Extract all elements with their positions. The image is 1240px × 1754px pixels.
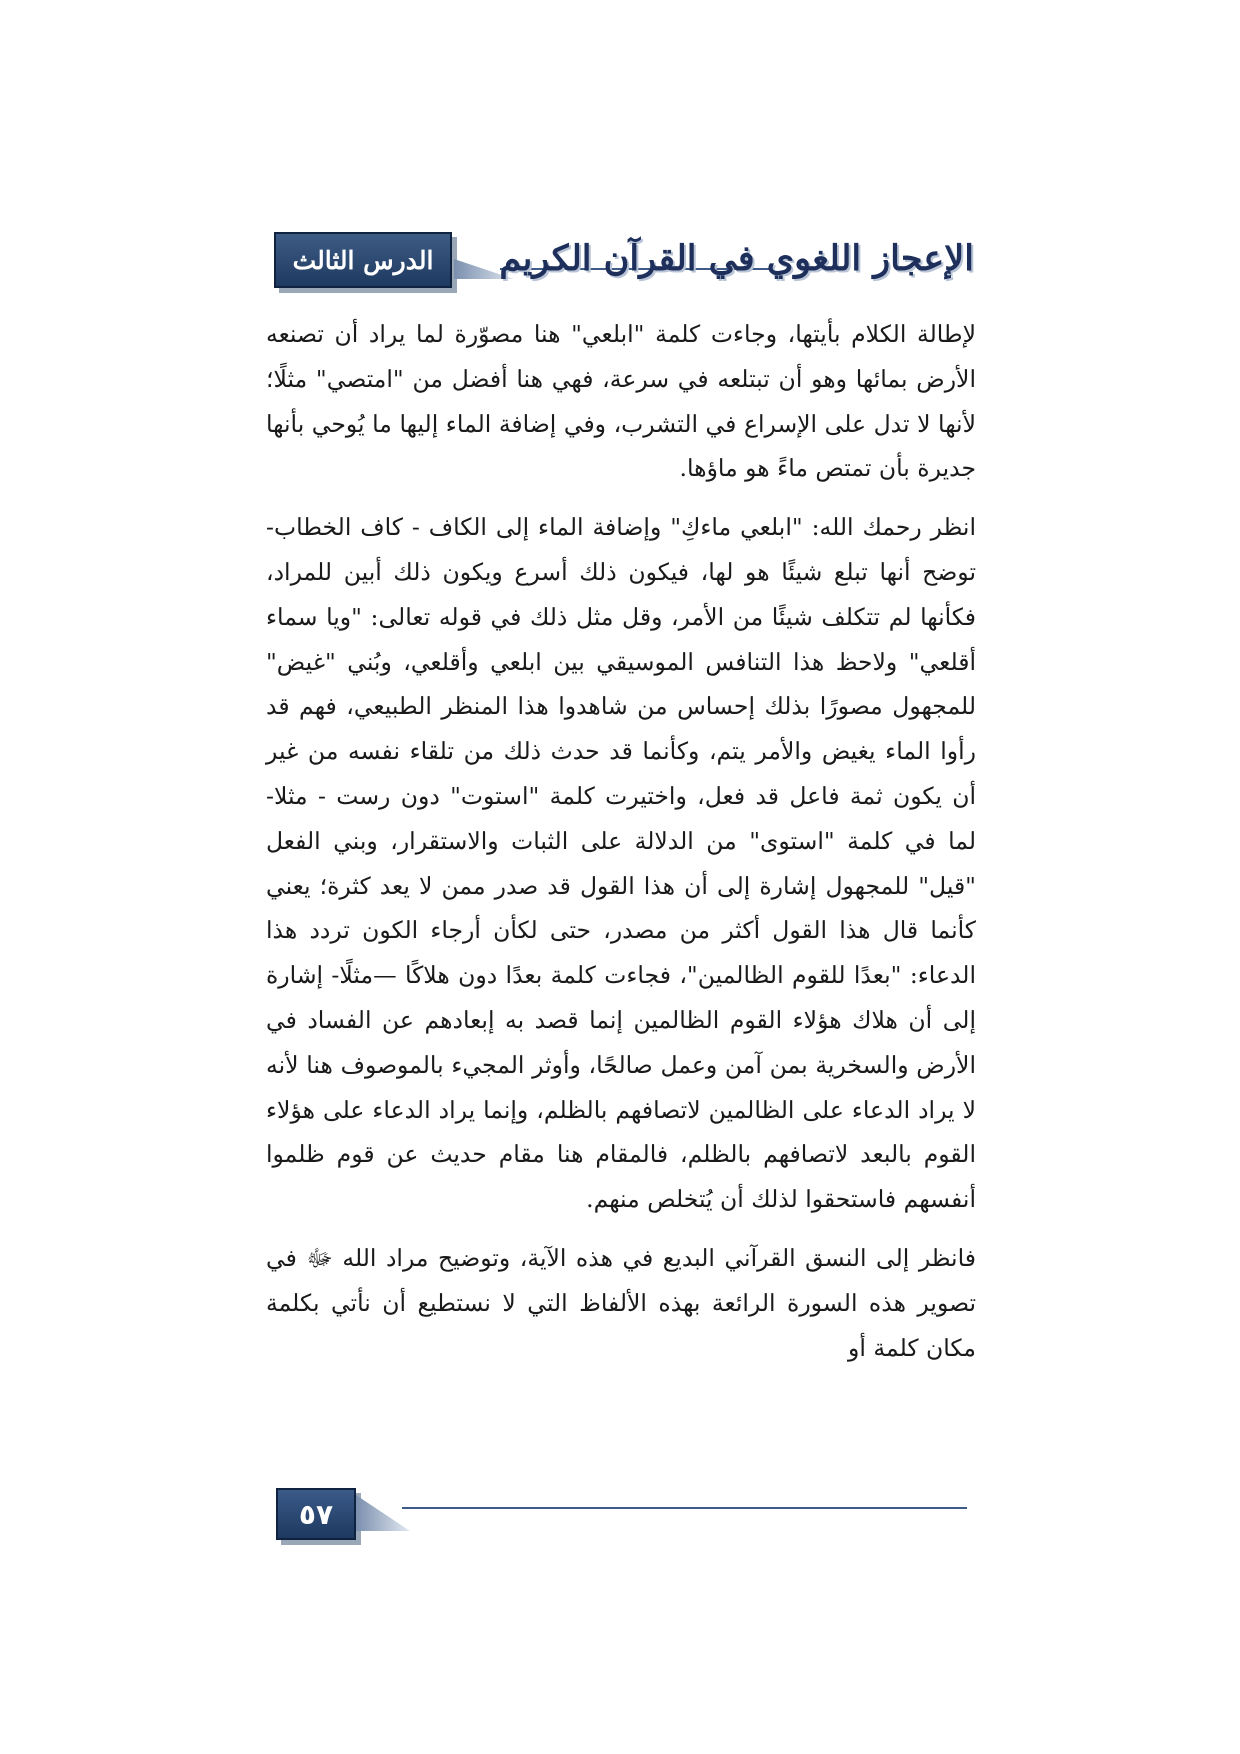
footer-decoration xyxy=(356,1495,410,1531)
page-header xyxy=(270,228,976,290)
lesson-label: الدرس الثالث xyxy=(274,232,452,288)
body-text xyxy=(266,312,976,1384)
paragraph: فانظر إلى النسق القرآني البديع في هذه الآية، وتوضيح مراد الله ﷻ في تصوير هذه السورة الرائعة بهذه الألفاظ التي لا نستطيع أن نأتي بكلمة مكان كلمة أو xyxy=(266,1243,976,1362)
paragraph: لإطالة الكلام بأيتها، وجاءت كلمة "ابلعي" هنا مصوّرة لما يراد أن تصنعه الأرض بمائها وهو أن تبتلعه في سرعة، فهي هنا أفضل من "امتصي" مثلًا؛ لأنها لا تدل على الإسراع في التشرب، وفي إضافة الماء إليها ما يُوحي بأنها جديرة بأن تمتص ماءً هو ماؤها. xyxy=(266,320,976,483)
footer-rule xyxy=(402,1507,967,1509)
book-title: الإعجاز اللغوي في القرآن الكريم xyxy=(499,238,974,279)
page-footer xyxy=(272,1488,972,1548)
paragraph: انظر رحمك الله: "ابلعي ماءكِ" وإضافة الماء إلى الكاف - كاف الخطاب- توضح أنها تبلع شيئًا هو لها، فيكون ذلك أسرع ويكون ذلك أبين للمراد، فكأنها لم تتكلف شيئًا من الأمر، وقل مثل ذلك في قوله تعالى: "ويا سماء أقلعي" ولاحظ هذا التنافس الموسيقي بين ابلعي وأقلعي، وبُني "غيض" للمجهول مصورًا بذلك إحساس من شاهدوا هذا المنظر الطبيعي، فهم قد رأوا الماء يغيض والأمر يتم، وكأنما قد حدث ذلك من تلقاء نفسه من غير أن يكون ثمة فاعل قد فعل، واختيرت كلمة "استوت" دون رست - مثلا- لما في كلمة "استوى" من الدلالة على الثبات والاستقرار، وبني الفعل "قيل" للمجهول إشارة إلى أن هذا القول قد صدر ممن لا يعد كثرة؛ يعني كأنما قال هذا القول أكثر من مصدر، حتى لكأن أرجاء الكون تردد هذا الدعاء: "بعدًا للقوم الظالمين"، فجاءت كلمة بعدًا دون هلاكًا —مثلًا- إشارة إلى أن هلاك هؤلاء القوم الظالمين إنما قصد به إبعادهم عن الفساد في الأرض والسخرية بمن آمن وعمل صالحًا، وأوثر المجيء بالموصوف هنا لأنه لا يراد الدعاء على الظالمين لاتصافهم بالظلم، وإنما يراد الدعاء على هؤلاء القوم بالبعد لاتصافهم بالظلم، فالمقام هنا مقام حديث عن قوم ظلموا أنفسهم فاستحقوا لذلك أن يُتخلص منهم. xyxy=(266,513,976,1214)
page-number: ٥٧ xyxy=(276,1488,356,1540)
